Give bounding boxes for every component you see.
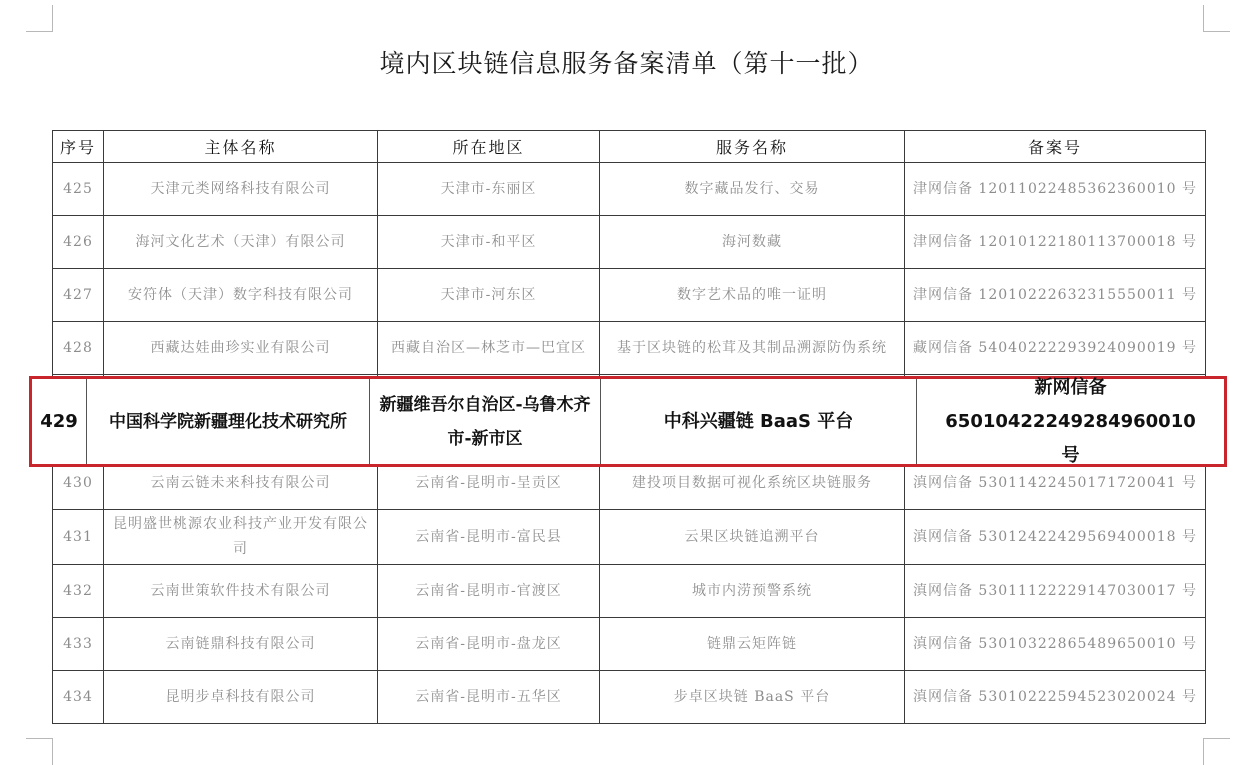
cell-no: 430 [53,457,104,510]
cell-service: 城市内涝预警系统 [600,565,905,618]
cell-region: 天津市-和平区 [378,216,600,269]
page-title: 境内区块链信息服务备案清单（第十一批） [379,49,874,78]
cell-region: 西藏自治区—林芝市—巴宜区 [378,322,600,375]
highlight-record: 新网信备 65010422249284960010 号 [945,376,1196,466]
cell-no: 425 [53,163,104,216]
table-row [53,216,1206,269]
cell-record: 藏网信备 54040222293924090019 号 [905,322,1206,375]
cell-service: 云果区块链追溯平台 [600,510,905,565]
cell-entity: 天津元类网络科技有限公司 [104,163,378,216]
table-row [53,269,1206,322]
table-row [53,671,1206,724]
table-row [53,510,1206,565]
cell-entity: 安符体（天津）数字科技有限公司 [104,269,378,322]
header-region: 所在地区 [378,131,600,163]
highlight-no: 429 [32,379,87,464]
cell-entity: 昆明步卓科技有限公司 [104,671,378,724]
cell-entity: 西藏达娃曲珍实业有限公司 [104,322,378,375]
cell-entity: 云南云链未来科技有限公司 [104,457,378,510]
cell-service: 步卓区块链 BaaS 平台 [600,671,905,724]
header-record: 备案号 [905,131,1206,163]
cell-no: 431 [53,510,104,565]
page-corner-mark [26,5,53,32]
cell-entity: 海河文化艺术（天津）有限公司 [104,216,378,269]
page-corner-mark [26,738,53,765]
cell-region: 天津市-河东区 [378,269,600,322]
cell-no: 434 [53,671,104,724]
cell-record: 滇网信备 53012422429569400018 号 [905,510,1206,565]
cell-record: 津网信备 12011022485362360010 号 [905,163,1206,216]
table-row [53,322,1206,375]
cell-no: 432 [53,565,104,618]
cell-record: 滇网信备 53011422450171720041 号 [905,457,1206,510]
header-service: 服务名称 [600,131,905,163]
cell-region: 天津市-东丽区 [378,163,600,216]
highlight-service: 中科兴疆链 BaaS 平台 [601,379,917,464]
cell-region: 云南省-昆明市-盘龙区 [378,618,600,671]
cell-record: 津网信备 12010222632315550011 号 [905,269,1206,322]
cell-no: 426 [53,216,104,269]
cell-entity: 云南链鼎科技有限公司 [104,618,378,671]
cell-record: 滇网信备 53010322865489650010 号 [905,618,1206,671]
cell-service: 数字艺术品的唯一证明 [600,269,905,322]
header-no: 序号 [53,131,104,163]
cell-service: 数字藏品发行、交易 [600,163,905,216]
page-corner-mark [1203,738,1230,765]
cell-record: 津网信备 12010122180113700018 号 [905,216,1206,269]
cell-no: 433 [53,618,104,671]
cell-region: 云南省-昆明市-富民县 [378,510,600,565]
cell-no: 427 [53,269,104,322]
table-row [53,163,1206,216]
cell-record: 滇网信备 53010222594523020024 号 [905,671,1206,724]
cell-entity: 昆明盛世桃源农业科技产业开发有限公司 [104,510,378,565]
page-corner-mark [1203,5,1230,32]
highlighted-row [29,376,1227,467]
cell-service: 链鼎云矩阵链 [600,618,905,671]
highlight-region: 新疆维吾尔自治区-乌鲁木齐市-新市区 [370,379,601,464]
highlight-entity: 中国科学院新疆理化技术研究所 [87,379,370,464]
cell-region: 云南省-昆明市-官渡区 [378,565,600,618]
table-row [53,565,1206,618]
cell-no: 428 [53,322,104,375]
cell-service: 建投项目数据可视化系统区块链服务 [600,457,905,510]
table-header-row [53,131,1206,163]
cell-region: 云南省-昆明市-五华区 [378,671,600,724]
cell-record: 滇网信备 53011122229147030017 号 [905,565,1206,618]
header-entity: 主体名称 [104,131,378,163]
cell-service: 海河数藏 [600,216,905,269]
cell-entity: 云南世策软件技术有限公司 [104,565,378,618]
cell-service: 基于区块链的松茸及其制品溯源防伪系统 [600,322,905,375]
table-row [53,618,1206,671]
cell-region: 云南省-昆明市-呈贡区 [378,457,600,510]
